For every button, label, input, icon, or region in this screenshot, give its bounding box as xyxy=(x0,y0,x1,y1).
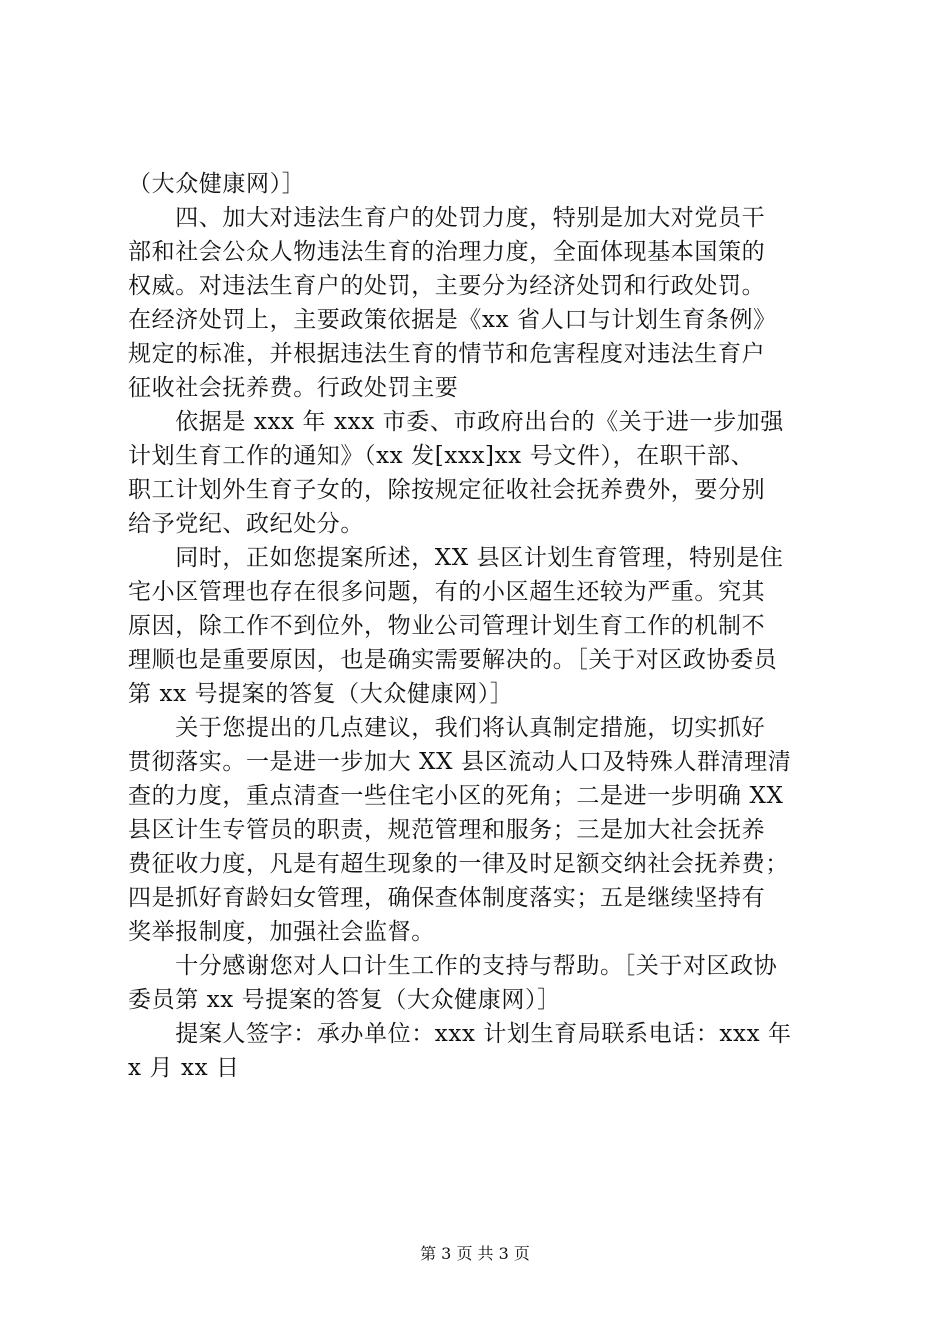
text-line: 计划生育工作的通知》（xx 发[xxx]xx 号文件），在职干部、 xyxy=(128,443,755,469)
text-line: 规定的标准，并根据违法生育的情节和危害程度对违法生育户 xyxy=(128,341,766,367)
text-line: 四是抓好育龄妇女管理，确保查体制度落实；五是继续坚持有 xyxy=(128,885,766,911)
text-line: 查的力度，重点清查一些住宅小区的死角；二是进一步明确 XX xyxy=(128,783,784,809)
text-line: 第 xx 号提案的答复（大众健康网）］ xyxy=(128,681,514,707)
text-line: 在经济处罚上，主要政策依据是《xx 省人口与计划生育条例》 xyxy=(128,307,777,333)
text-line: 提案人签字：承办单位：xxx 计划生育局联系电话：xxx 年 xyxy=(128,1021,792,1047)
text-line: 征收社会抚养费。行政处罚主要 xyxy=(128,375,459,401)
text-line: 宅小区管理也存在很多问题，有的小区超生还较为严重。究其 xyxy=(128,579,766,605)
text-line: 职工计划外生育子女的，除按规定征收社会抚养费外，要分别 xyxy=(128,477,766,503)
text-line: 权威。对违法生育户的处罚，主要分为经济处罚和行政处罚。 xyxy=(128,273,766,299)
text-line: 奖举报制度，加强社会监督。 xyxy=(128,919,435,945)
text-line: 委员第 xx 号提案的答复（大众健康网）］ xyxy=(128,987,561,1013)
text-line: 部和社会公众人物违法生育的治理力度，全面体现基本国策的 xyxy=(128,239,766,265)
text-line: 关于您提出的几点建议，我们将认真制定措施，切实抓好 xyxy=(128,715,766,741)
text-line: 贯彻落实。一是进一步加大 XX 县区流动人口及特殊人群清理清 xyxy=(128,749,792,775)
text-line: 十分感谢您对人口计生工作的支持与帮助。［关于对区政协 xyxy=(128,953,778,979)
text-line: 给予党纪、政纪处分。 xyxy=(128,511,364,537)
text-line: 依据是 xxx 年 xxx 市委、市政府出台的《关于进一步加强 xyxy=(128,409,784,435)
text-line: 原因，除工作不到位外，物业公司管理计划生育工作的机制不 xyxy=(128,613,766,639)
text-line: x 月 xx 日 xyxy=(128,1055,240,1081)
text-line: （大众健康网）］ xyxy=(128,171,306,197)
text-line: 费征收力度，凡是有超生现象的一律及时足额交纳社会抚养费； xyxy=(128,851,789,877)
text-line: 四、加大对违法生育户的处罚力度，特别是加大对党员干 xyxy=(128,205,766,231)
text-line: 理顺也是重要原因，也是确实需要解决的。［关于对区政协委员 xyxy=(128,647,778,673)
document-body xyxy=(128,167,834,1085)
text-line: 县区计生专管员的职责，规范管理和服务；三是加大社会抚养 xyxy=(128,817,766,843)
page-footer: 第 3 页 共 3 页 xyxy=(420,1244,530,1263)
text-line: 同时，正如您提案所述，XX 县区计划生育管理，特别是住 xyxy=(128,545,784,571)
